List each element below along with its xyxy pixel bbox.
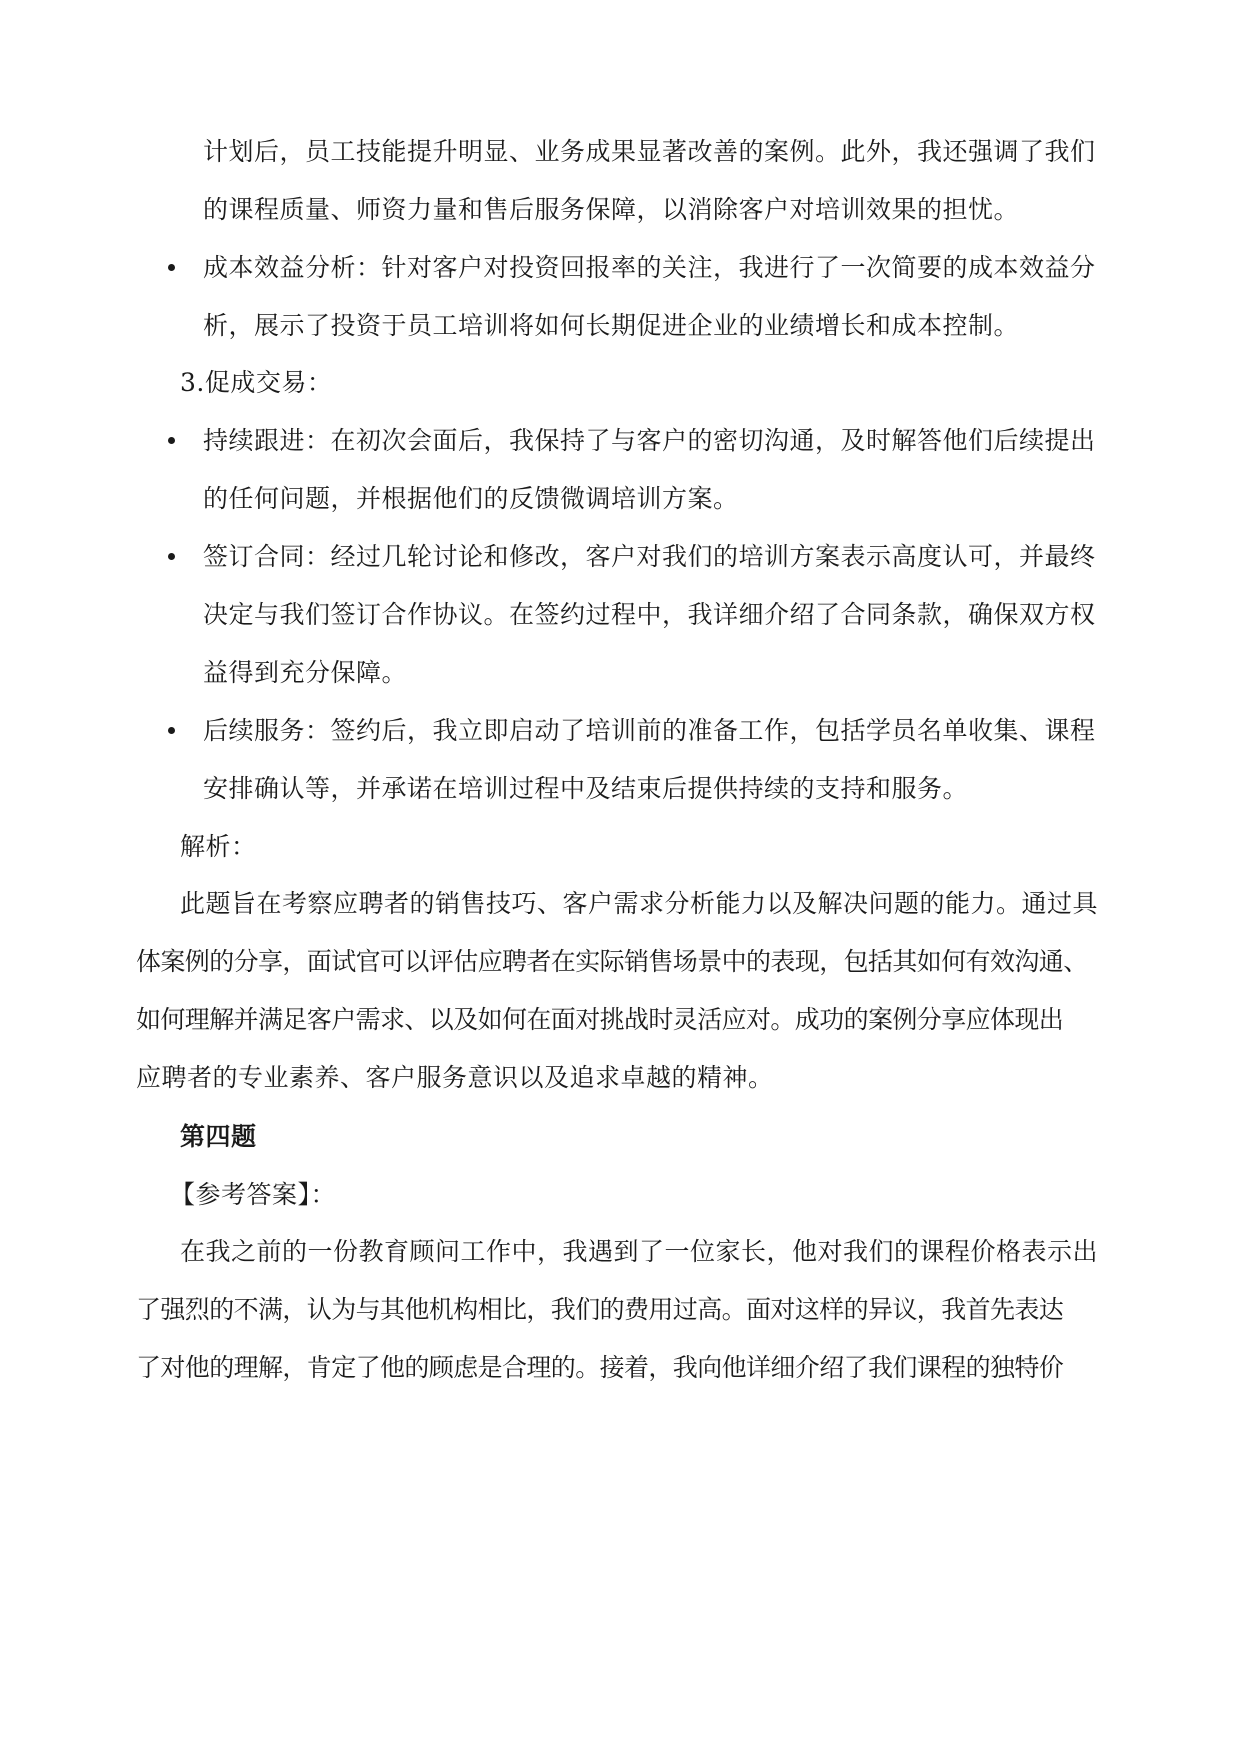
q4-answer-line-1: 在我之前的一份教育顾问工作中，我遇到了一位家长，他对我们的课程价格表示出 [180, 1237, 1099, 1266]
section-3-heading: 3.促成交易： [180, 368, 333, 397]
bullet-contract-line-1: 签订合同：经过几轮讨论和修改，客户对我们的培训方案表示高度认可，并最终 [203, 542, 1096, 571]
q4-answer-line-3: 了对他的理解，肯定了他的顾虑是合理的。接着，我向他详细介绍了我们课程的独特价 [136, 1353, 1064, 1382]
reference-answer-label: 【参考答案】： [170, 1180, 337, 1209]
continuation-line-1: 计划后，员工技能提升明显、业务成果显著改善的案例。此外，我还强调了我们 [203, 137, 1096, 166]
bullet-follow-line-1: 持续跟进：在初次会面后，我保持了与客户的密切沟通，及时解答他们后续提出 [203, 426, 1096, 455]
bullet-service-line-2: 安排确认等，并承诺在培训过程中及结束后提供持续的支持和服务。 [203, 774, 969, 803]
analysis-label: 解析： [180, 832, 257, 861]
bullet-contract-line-2: 决定与我们签订合作协议。在签约过程中，我详细介绍了合同条款，确保双方权 [203, 600, 1096, 629]
bullet-service-line-1: 后续服务：签约后，我立即启动了培训前的准备工作，包括学员名单收集、课程 [203, 716, 1096, 745]
bullet-cost-line-1: 成本效益分析：针对客户对投资回报率的关注，我进行了一次简要的成本效益分 [203, 253, 1096, 282]
bullet-follow-line-2: 的任何问题，并根据他们的反馈微调培训方案。 [203, 484, 739, 513]
bullet-dot [168, 437, 175, 444]
analysis-line-4: 应聘者的专业素养、客户服务意识以及追求卓越的精神。 [136, 1063, 774, 1092]
continuation-line-2: 的课程质量、师资力量和售后服务保障，以消除客户对培训效果的担忧。 [203, 195, 1020, 224]
bullet-dot [168, 264, 175, 271]
bullet-dot [168, 553, 175, 560]
bullet-cost-line-2: 析，展示了投资于员工培训将如何长期促进企业的业绩增长和成本控制。 [203, 311, 1020, 340]
analysis-line-3: 如何理解并满足客户需求、以及如何在面对挑战时灵活应对。成功的案例分享应体现出 [136, 1005, 1064, 1034]
analysis-line-2: 体案例的分享，面试官可以评估应聘者在实际销售场景中的表现，包括其如何有效沟通、 [136, 947, 1088, 976]
q4-answer-line-2: 了强烈的不满，认为与其他机构相比，我们的费用过高。面对这样的异议，我首先表达 [136, 1295, 1064, 1324]
analysis-line-1: 此题旨在考察应聘者的销售技巧、客户需求分析能力以及解决问题的能力。通过具 [180, 889, 1099, 918]
question-4-title: 第四题 [180, 1122, 257, 1151]
bullet-contract-line-3: 益得到充分保障。 [203, 658, 408, 687]
bullet-dot [168, 727, 175, 734]
